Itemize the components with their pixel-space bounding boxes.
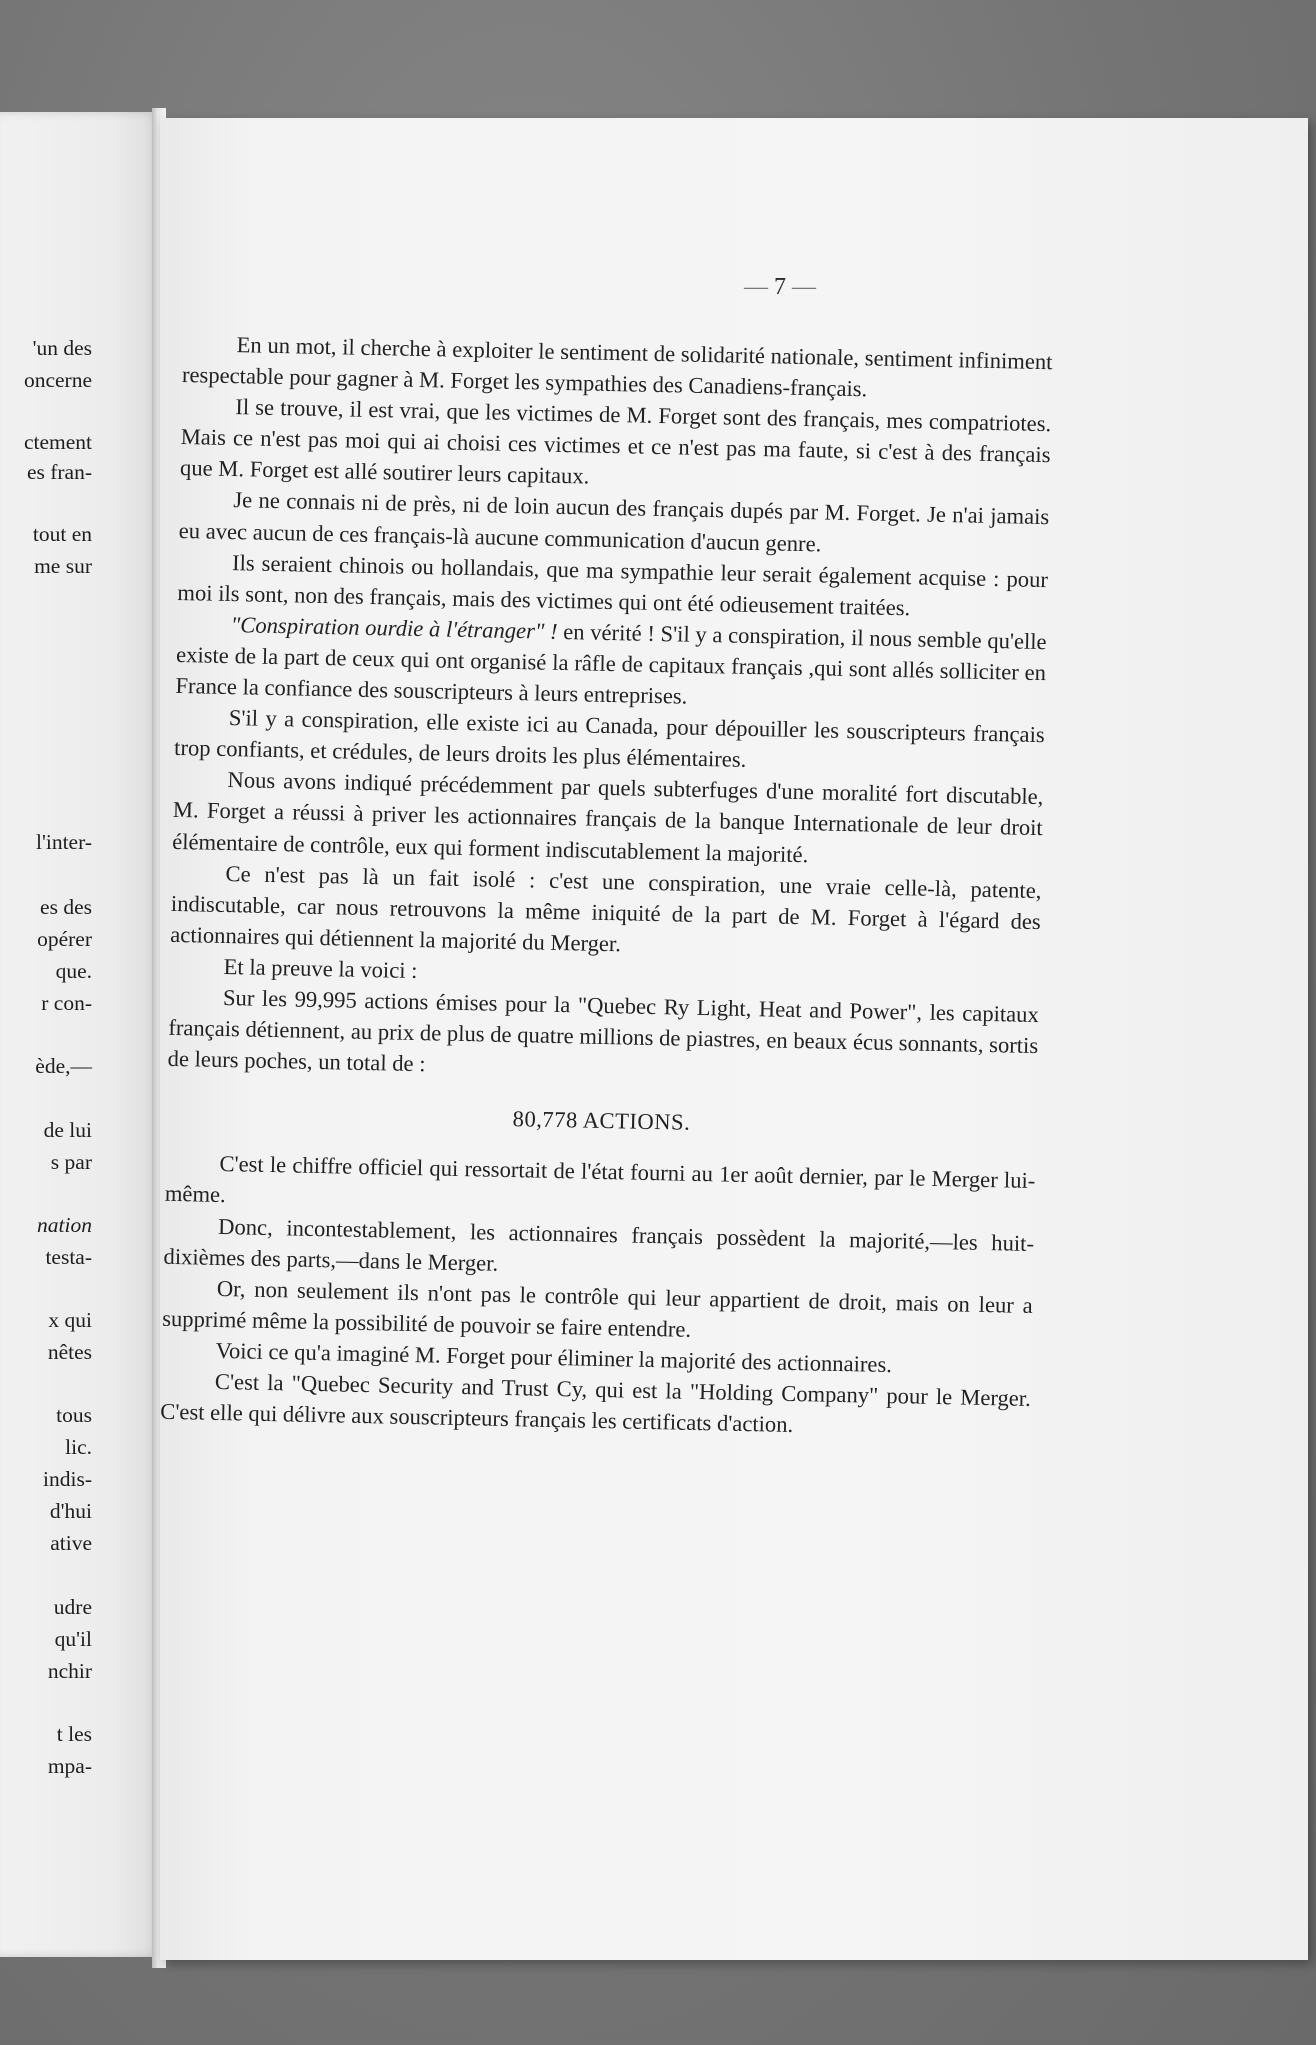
left-page-fragment: udre xyxy=(53,1595,92,1619)
left-page-fragment: nêtes xyxy=(47,1340,92,1364)
left-page-fragment: indis- xyxy=(43,1467,92,1491)
paragraph: C'est le chiffre officiel qui ressortait de l'état fourni au 1er août dernier, par le Merger lui-même. xyxy=(164,1151,1036,1208)
paragraph-text: en vérité ! S'il y a conspiration, il nous semble qu'elle existe de la part de ceux qui ont organisé la râfle de capitaux français ,qui sont allés solliciter en France la confiance des souscripteurs à leurs entreprises. xyxy=(175,618,1047,709)
left-page-fragment: de lui xyxy=(43,1118,92,1142)
left-page-fragment: lic. xyxy=(65,1435,92,1459)
paragraph: Et la preuve la voici : xyxy=(223,953,418,983)
paragraph: Ce n'est pas là un fait isolé : c'est une conspiration, une vraie celle-là, patente, indiscutable, car nous retrouvons la même iniquité de la part de M. Forget à l'égard des actionnaires qui détiennent la majorité du Merger. xyxy=(170,860,1042,957)
left-page-fragment: s par xyxy=(50,1150,92,1174)
left-page-fragment: nchir xyxy=(47,1659,92,1683)
paragraph: Or, non seulement ils n'ont pas le contrôle qui leur appartient de droit, mais on leur a supprimé même la possibilité de pouvoir se faire entendre. xyxy=(161,1275,1033,1342)
actions-heading: 80,778 ACTIONS. xyxy=(512,1106,691,1136)
paragraph: En un mot, il cherche à exploiter le sentiment de solidarité nationale, sentiment infiniment respectable pour gagner à M. Forget les sympathies des Canadiens-français. xyxy=(181,332,1053,402)
left-page-fragment: 'un des xyxy=(32,336,92,360)
paragraph: C'est la "Quebec Security and Trust Cy, qui est la "Holding Company" pour le Merger. C'est elle qui délivre aux souscripteurs français les certificats d'action. xyxy=(160,1368,1032,1438)
left-page-fragment: que. xyxy=(55,959,92,983)
left-page-fragment: me sur xyxy=(34,554,92,578)
page-number-value: 7 xyxy=(774,274,786,300)
left-page-fragment: ctement xyxy=(23,430,92,454)
left-page-fragment: oncerne xyxy=(23,368,92,392)
left-page-fragment: nation xyxy=(37,1213,92,1237)
paragraph: Sur les 99,995 actions émises pour la "Quebec Ry Light, Heat and Power", les capitaux français détiennent, au prix de plus de quatre millions de piastres, en beaux écus sonnants, sortis de leurs poches, un total de : xyxy=(167,984,1040,1077)
left-page-fragment: tous xyxy=(56,1403,92,1427)
paragraph: Voici ce qu'a imaginé M. Forget pour éliminer la majorité des actionnaires. xyxy=(215,1337,893,1377)
paragraph: Il se trouve, il est vrai, que les victimes de M. Forget sont des français, mes compatriotes. Mais ce n'est pas moi qui ai choisi ces victimes et ce n'est pas ma faute, si c'est à des français que M. Forget est allé soutirer leurs capitaux. xyxy=(179,394,1052,489)
paragraph: Donc, incontestablement, les actionnaires français possèdent la majorité,—les huit-dixièmes des parts,—dans le Merger. xyxy=(163,1213,1035,1276)
left-page-fragment: tout en xyxy=(32,522,92,546)
left-page-fragment: r con- xyxy=(41,991,92,1015)
left-page-fragment: ède,— xyxy=(35,1054,92,1078)
left-page-fragment: ative xyxy=(50,1531,92,1555)
paragraph: Nous avons indiqué précédemment par quels subterfuges d'une moralité fort discutable, M. Forget a réussi à priver les actionnaires français de la banque Internationale de leur droit élémentaire de contrôle, eux qui forment indiscutablement la majorité. xyxy=(171,767,1044,867)
left-page-fragment: d'hui xyxy=(49,1499,92,1523)
left-page-fragment: es des xyxy=(40,895,92,919)
left-page-fragment: x qui xyxy=(48,1308,92,1332)
left-page-fragment: t les xyxy=(56,1722,92,1746)
quoted-phrase: "Conspiration ourdie à l'étranger" ! xyxy=(230,611,558,644)
paragraph: Je ne connais ni de près, ni de loin aucun des français dupés par M. Forget. Je n'ai jamais eu avec aucun de ces français-là aucune communication d'aucun genre. xyxy=(178,487,1050,556)
left-page-fragment: testa- xyxy=(45,1245,92,1269)
body-text xyxy=(160,328,1053,1445)
left-page-fragment: l'inter- xyxy=(36,830,92,854)
paragraph: Ils seraient chinois ou hollandais, que ma sympathie leur serait également acquise : pour moi ils sont, non des français, mais des victimes qui ont été odieusement traitées. xyxy=(177,549,1049,621)
left-page-fragment: es fran- xyxy=(26,460,92,484)
paragraph-conspiration xyxy=(175,608,1047,719)
left-page xyxy=(0,112,160,1957)
left-page-fragment: opérer xyxy=(37,927,92,951)
page-number: — 7 — xyxy=(744,274,816,300)
paragraph: S'il y a conspiration, elle existe ici au Canada, pour dépouiller les souscripteurs français trop confiants, et crédules, de leurs droits les plus élémentaires. xyxy=(173,705,1045,773)
left-page-fragment: mpa- xyxy=(47,1754,92,1778)
left-page-fragment: qu'il xyxy=(54,1627,92,1651)
